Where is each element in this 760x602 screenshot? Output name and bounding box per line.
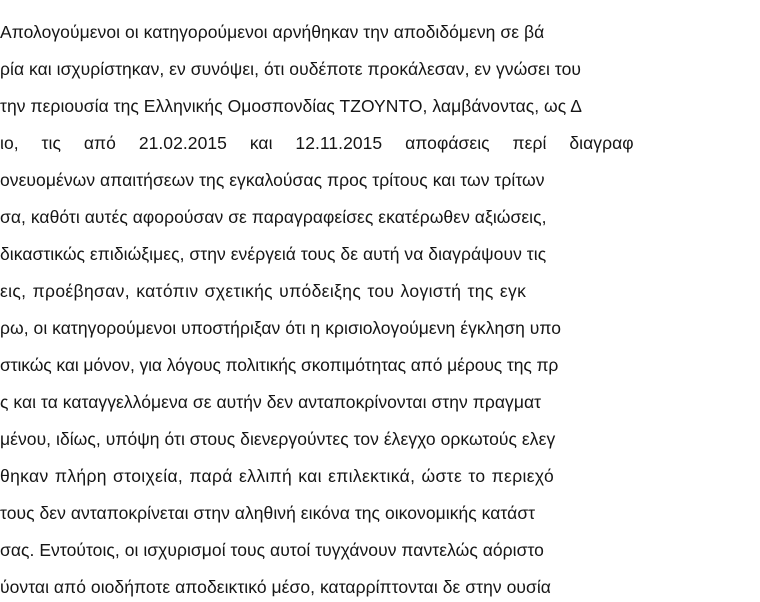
line-text-7: δικαστικώς επιδιώξιμες, στην ενέργειά τους δε αυτή να διαγράψουν τις — [0, 244, 547, 264]
document-line-9 — [0, 313, 760, 343]
document-line-16 — [0, 572, 760, 602]
line-text-16: ύονται από οιοδήποτε αποδεικτικό μέσο, καταρρίπτονται δε στην ουσία — [0, 577, 551, 597]
document-line-8 — [0, 276, 760, 306]
document-line-12 — [0, 424, 760, 454]
line-text-5: ονευομένων απαιτήσεων της εγκαλούσας προς τρίτους και των τρίτων — [0, 170, 545, 190]
document-line-15 — [0, 535, 760, 565]
line-text-14: τους δεν ανταποκρίνεται στην αληθινή εικόνα της οικονομικής κατάστ — [0, 503, 536, 523]
document-line-10 — [0, 350, 760, 380]
line-text-2: ρία και ισχυρίστηκαν, εν συνόψει, ότι ουδέποτε προκάλεσαν, εν γνώσει του — [0, 59, 581, 79]
line-text-4: ιο, τις από 21.02.2015 και 12.11.2015 αποφάσεις περί διαγραφ — [0, 133, 634, 153]
line-text-1: Απολογούμενοι οι κατηγορούμενοι αρνήθηκαν την αποδιδόμενη σε βά — [0, 22, 545, 42]
line-text-11: ς και τα καταγγελλόμενα σε αυτήν δεν ανταποκρίνονται στην πραγματ — [0, 392, 542, 412]
document-line-14 — [0, 498, 760, 528]
document-line-7 — [0, 239, 760, 269]
document-line-6 — [0, 202, 760, 232]
document-line-13 — [0, 461, 760, 491]
line-text-6: σα, καθότι αυτές αφορούσαν σε παραγραφείσες εκατέρωθεν αξιώσεις, — [0, 207, 547, 227]
line-text-10: στικώς και μόνον, για λόγους πολιτικής σκοπιμότητας από μέρους της πρ — [0, 355, 559, 375]
line-text-3: την περιουσία της Ελληνικής Ομοσπονδίας ΤΖΟΥΝΤΟ, λαμβάνοντας, ως Δ — [0, 96, 582, 116]
document-line-5 — [0, 165, 760, 195]
line-text-12: μένου, ιδίως, υπόψη ότι στους διενεργούντες τον έλεγχο ορκωτούς ελεγ — [0, 429, 556, 449]
line-text-8: εις, προέβησαν, κατόπιν σχετικής υπόδειξης του λογιστή της εγκ — [0, 281, 527, 301]
line-text-9: ρω, οι κατηγορούμενοι υποστήριξαν ότι η κρισιολογούμενη έγκληση υπο — [0, 318, 562, 338]
line-text-13: θηκαν πλήρη στοιχεία, παρά ελλιπή και επιλεκτικά, ώστε το περιεχό — [0, 466, 555, 486]
document-line-11 — [0, 387, 760, 417]
line-text-15: σας. Εντούτοις, οι ισχυρισμοί τους αυτοί τυγχάνουν παντελώς αόριστο — [0, 540, 544, 560]
document-line-1 — [0, 17, 760, 47]
document-line-4 — [0, 128, 760, 158]
document-line-3 — [0, 91, 760, 121]
document-line-2 — [0, 54, 760, 84]
